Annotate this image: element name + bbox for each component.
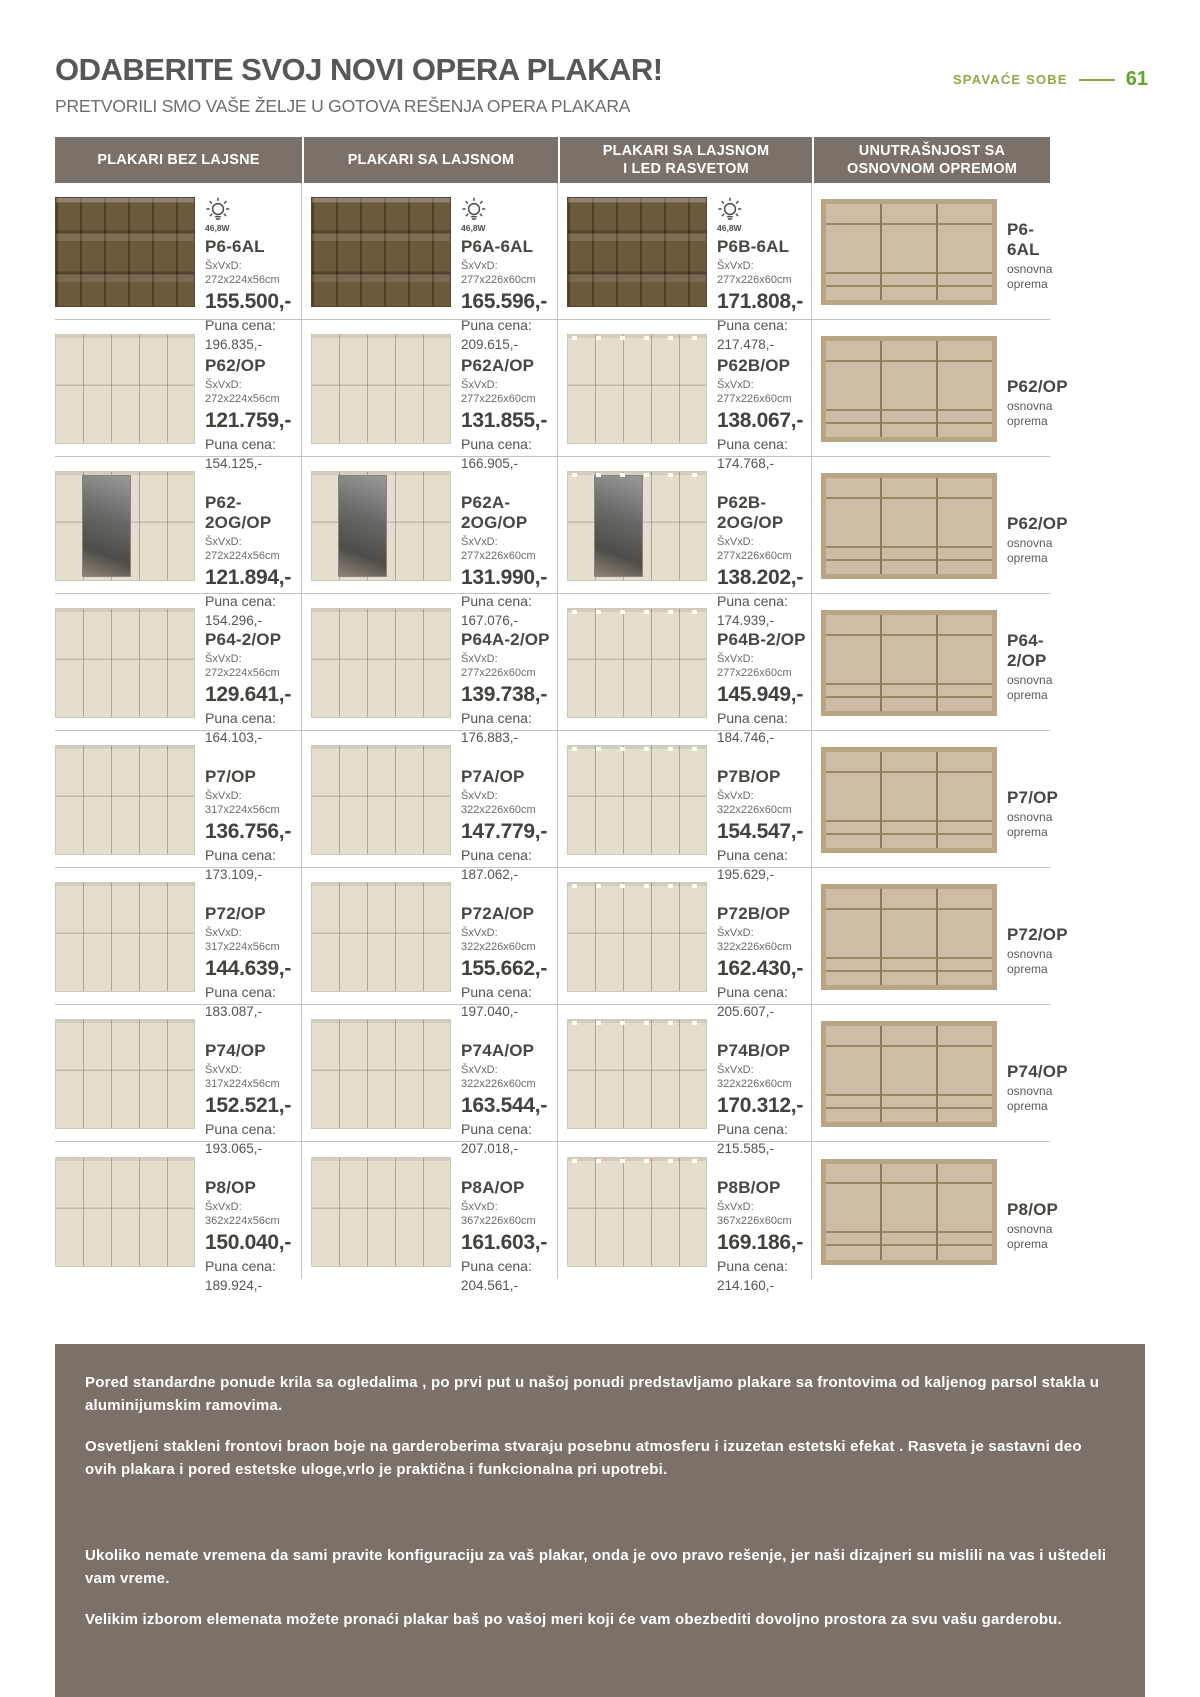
dimensions-label: ŠxVxD: <box>461 379 498 391</box>
mirror-pane <box>338 475 387 577</box>
full-price-value: 154.296,- <box>205 612 263 628</box>
dimensions-label: ŠxVxD: <box>205 927 242 939</box>
product-price: 169.186,- <box>717 1230 804 1254</box>
product-code: P62A/OP <box>461 356 535 375</box>
led-lights-strip <box>572 1159 702 1163</box>
wardrobe-front-image <box>311 1019 451 1129</box>
product-code: P74A/OP <box>461 1041 535 1060</box>
full-price-label: Puna cena: <box>717 592 788 609</box>
wardrobe-interior-image <box>821 884 997 990</box>
wardrobe-interior-image <box>821 747 997 853</box>
dimensions-label: ŠxVxD: <box>461 653 498 665</box>
full-price-value: 197.040,- <box>461 1003 519 1019</box>
product-cell <box>558 594 812 745</box>
product-cell <box>558 183 812 352</box>
full-price-value: 187.062,- <box>461 866 519 882</box>
dimensions-value: 272x224x56cm <box>205 392 280 405</box>
product-cell <box>302 594 558 745</box>
full-price-label: Puna cena: <box>205 983 276 1000</box>
page-title: ODABERITE SVOJ NOVI OPERA PLAKAR! <box>55 52 663 87</box>
product-cell <box>55 594 302 745</box>
footer-paragraph: Pored standardne ponude krila sa ogledalima , po prvi put u našoj ponudi predstavljamo plakare sa frontovima od kaljenog parsol stakla u aluminijumskim ramovima. <box>85 1374 1100 1414</box>
led-lights-strip <box>572 1021 702 1025</box>
wardrobe-front-image <box>55 608 195 718</box>
full-price-value: 184.746,- <box>717 729 775 745</box>
wardrobe-interior-image <box>821 610 997 716</box>
full-price-label: Puna cena: <box>717 1257 788 1274</box>
basic-equipment-note: osnovna oprema <box>1007 535 1053 566</box>
product-price: 155.500,- <box>205 289 292 313</box>
basic-equipment-note: osnovna oprema <box>1007 261 1053 292</box>
product-info <box>707 332 803 471</box>
interior-code: P8/OP <box>1007 1199 1059 1219</box>
product-cell <box>302 1142 558 1293</box>
product-info <box>997 1061 1068 1131</box>
wardrobe-interior-image <box>821 1159 997 1265</box>
product-price: 138.202,- <box>717 565 804 589</box>
product-code: P74/OP <box>205 1041 266 1060</box>
full-price-value: 205.607,- <box>717 1003 775 1019</box>
interior-code: P6-6AL <box>1007 219 1040 259</box>
product-code: P7B/OP <box>717 767 781 786</box>
full-price-label: Puna cena: <box>717 1120 788 1137</box>
interior-cell <box>812 731 1059 868</box>
product-info <box>997 1199 1059 1269</box>
product-price: 150.040,- <box>205 1230 292 1254</box>
product-info <box>195 880 291 1019</box>
basic-equipment-note: osnovna oprema <box>1007 809 1053 840</box>
product-cell <box>302 868 558 1019</box>
wardrobe-front-image <box>567 608 707 718</box>
full-price-label: Puna cena: <box>461 1257 532 1274</box>
product-price: 162.430,- <box>717 956 804 980</box>
product-info <box>195 606 291 745</box>
dimensions-label: ŠxVxD: <box>717 1201 754 1213</box>
wattage-label: 46,8W <box>717 223 742 233</box>
page-top <box>953 68 1148 91</box>
column-header-label: PLAKARI SA LAJSNOM <box>347 151 515 168</box>
product-cell <box>558 320 812 471</box>
full-price-value: 214.160,- <box>717 1277 775 1293</box>
product-code: P62A-2OG/OP <box>461 493 528 532</box>
wardrobe-front-image <box>311 882 451 992</box>
product-cell <box>55 731 302 882</box>
product-price: 131.990,- <box>461 565 548 589</box>
full-price-label: Puna cena: <box>205 435 276 452</box>
product-price: 171.808,- <box>717 289 804 313</box>
dimensions-label: ŠxVxD: <box>461 536 498 548</box>
interior-cell <box>812 594 1053 731</box>
wardrobe-front-image <box>55 1157 195 1267</box>
wardrobe-front-image <box>311 334 451 444</box>
dimensions-value: 317x224x56cm <box>205 1077 280 1090</box>
product-cell <box>55 1142 302 1293</box>
product-info <box>195 332 291 471</box>
product-cell <box>558 731 812 882</box>
product-code: P62B-2OG/OP <box>717 493 784 532</box>
full-price-value: 195.629,- <box>717 866 775 882</box>
product-code: P62B/OP <box>717 356 791 375</box>
wardrobe-front-image <box>311 745 451 855</box>
product-code: P8/OP <box>205 1178 257 1197</box>
product-price: 152.521,- <box>205 1093 292 1117</box>
dimensions-value: 277x226x60cm <box>461 392 536 405</box>
wardrobe-front-image <box>567 1157 707 1267</box>
product-info <box>707 880 803 1019</box>
dimensions-value: 322x226x60cm <box>461 803 536 816</box>
product-info <box>707 1154 803 1293</box>
footer-paragraph: Ukoliko nemate vremena da sami pravite konfiguraciju za vaš plakar, onda je ovo pravo rešenje, jer naši dizajneri su mislili na vas i uštedeli vam vreme. <box>85 1547 1107 1587</box>
wardrobe-front-image <box>55 1019 195 1129</box>
wardrobe-interior-image <box>821 1021 997 1127</box>
product-info <box>451 1154 547 1293</box>
product-code: P7/OP <box>205 767 257 786</box>
product-info <box>451 1017 547 1156</box>
product-cell <box>558 868 812 1019</box>
product-code: P6B-6AL <box>717 237 790 256</box>
basic-equipment-note: osnovna oprema <box>1007 398 1053 429</box>
basic-equipment-note: osnovna oprema <box>1007 946 1053 977</box>
dimensions-value: 277x226x60cm <box>717 549 792 562</box>
product-price: 121.759,- <box>205 408 292 432</box>
dimensions-value: 322x226x60cm <box>461 940 536 953</box>
product-code: P72A/OP <box>461 904 535 923</box>
product-code: P74B/OP <box>717 1041 791 1060</box>
footer-paragraph: Velikim izborom elemenata možete pronaći plakar baš po vašoj meri koji će vam obezbediti dovoljno prostora za svu vašu garderobu. <box>85 1611 1062 1628</box>
full-price-value: 167.076,- <box>461 612 519 628</box>
wardrobe-front-image <box>567 471 707 581</box>
interior-code: P7/OP <box>1007 787 1059 807</box>
column-header-label: UNUTRAŠNJOST SA <box>858 142 1006 159</box>
product-cell <box>558 1005 812 1156</box>
bulb-icon <box>717 197 803 233</box>
product-info <box>195 1154 291 1293</box>
dimensions-label: ŠxVxD: <box>205 536 242 548</box>
dimensions-label: ŠxVxD: <box>461 790 498 802</box>
product-cell <box>55 868 302 1019</box>
full-price-value: 207.018,- <box>461 1140 519 1156</box>
product-cell <box>558 457 812 628</box>
full-price-label: Puna cena: <box>205 1120 276 1137</box>
full-price-value: 154.125,- <box>205 455 263 471</box>
full-price-label: Puna cena: <box>717 709 788 726</box>
full-price-value: 196.835,- <box>205 336 263 352</box>
product-price: 131.855,- <box>461 408 548 432</box>
full-price-value: 174.768,- <box>717 455 775 471</box>
page-number: 61 <box>1125 68 1148 90</box>
product-cell <box>55 183 302 352</box>
mirror-pane <box>594 475 643 577</box>
dimensions-value: 322x226x60cm <box>461 1077 536 1090</box>
wardrobe-front-image <box>311 471 451 581</box>
wardrobe-front-image <box>311 1157 451 1267</box>
product-code: P62/OP <box>205 356 266 375</box>
product-code: P72B/OP <box>717 904 791 923</box>
product-cell <box>558 1142 812 1293</box>
product-price: 138.067,- <box>717 408 804 432</box>
dimensions-value: 277x226x60cm <box>461 273 536 286</box>
product-code: P6-6AL <box>205 237 265 256</box>
full-price-label: Puna cena: <box>461 983 532 1000</box>
dimensions-value: 317x224x56cm <box>205 803 280 816</box>
dimensions-label: ŠxVxD: <box>717 790 754 802</box>
product-price: 121.894,- <box>205 565 292 589</box>
bulb-icon <box>205 197 291 233</box>
product-info <box>997 787 1059 857</box>
dimensions-label: ŠxVxD: <box>717 653 754 665</box>
basic-equipment-note: osnovna oprema <box>1007 1083 1053 1114</box>
product-price: 155.662,- <box>461 956 548 980</box>
dimensions-label: ŠxVxD: <box>461 1201 498 1213</box>
interior-code: P64-2/OP <box>1007 630 1047 670</box>
product-cell <box>302 183 558 352</box>
dimensions-label: ŠxVxD: <box>205 260 242 272</box>
product-price: 154.547,- <box>717 819 804 843</box>
dimensions-label: ŠxVxD: <box>717 927 754 939</box>
basic-equipment-note: osnovna oprema <box>1007 1221 1053 1252</box>
full-price-label: Puna cena: <box>461 1120 532 1137</box>
full-price-value: 174.939,- <box>717 612 775 628</box>
product-cell <box>302 731 558 882</box>
product-code: P7A/OP <box>461 767 525 786</box>
product-code: P6A-6AL <box>461 237 534 256</box>
full-price-value: 189.924,- <box>205 1277 263 1293</box>
dimensions-value: 367x226x60cm <box>461 1214 536 1227</box>
product-code: P64-2/OP <box>205 630 282 649</box>
wardrobe-front-image <box>311 608 451 718</box>
wardrobe-front-image <box>567 745 707 855</box>
dimensions-value: 367x226x60cm <box>717 1214 792 1227</box>
product-info <box>997 376 1068 446</box>
dimensions-label: ŠxVxD: <box>717 536 754 548</box>
wardrobe-front-image <box>567 197 707 307</box>
dimensions-value: 277x226x60cm <box>717 392 792 405</box>
product-cell <box>55 1005 302 1156</box>
full-price-label: Puna cena: <box>205 709 276 726</box>
led-lights-strip <box>572 336 702 340</box>
footer-text-box <box>55 1344 1145 1697</box>
full-price-value: 164.103,- <box>205 729 263 745</box>
interior-cell <box>812 1005 1068 1142</box>
full-price-label: Puna cena: <box>717 435 788 452</box>
wattage-label: 46,8W <box>205 223 230 233</box>
full-price-value: 217.478,- <box>717 336 775 352</box>
product-price: 163.544,- <box>461 1093 548 1117</box>
wardrobe-front-image <box>55 745 195 855</box>
product-code: P8A/OP <box>461 1178 525 1197</box>
product-price: 139.738,- <box>461 682 548 706</box>
product-code: P72/OP <box>205 904 266 923</box>
dimensions-value: 272x224x56cm <box>205 273 280 286</box>
full-price-value: 166.905,- <box>461 455 519 471</box>
full-price-label: Puna cena: <box>205 592 276 609</box>
product-price: 129.641,- <box>205 682 292 706</box>
dimensions-value: 362x224x56cm <box>205 1214 280 1227</box>
dimensions-label: ŠxVxD: <box>717 379 754 391</box>
full-price-label: Puna cena: <box>205 1257 276 1274</box>
full-price-label: Puna cena: <box>461 846 532 863</box>
dimensions-label: ŠxVxD: <box>461 1064 498 1076</box>
dimensions-label: ŠxVxD: <box>205 790 242 802</box>
product-info <box>997 924 1068 994</box>
column-header-label: PLAKARI SA LAJSNOM <box>602 142 770 159</box>
full-price-label: Puna cena: <box>461 435 532 452</box>
dimensions-label: ŠxVxD: <box>717 1064 754 1076</box>
column-header-label: PLAKARI BEZ LAJSNE <box>97 151 260 168</box>
interior-code: P62/OP <box>1007 513 1068 533</box>
product-code: P62-2OG/OP <box>205 493 272 532</box>
product-cell <box>55 320 302 471</box>
full-price-value: 173.109,- <box>205 866 263 882</box>
product-info <box>451 332 547 471</box>
full-price-label: Puna cena: <box>461 709 532 726</box>
product-info <box>997 219 1053 309</box>
full-price-value: 204.561,- <box>461 1277 519 1293</box>
full-price-label: Puna cena: <box>205 846 276 863</box>
product-cell <box>55 457 302 628</box>
wardrobe-front-image <box>55 197 195 307</box>
page-subtitle: PRETVORILI SMO VAŠE ŽELJE U GOTOVA REŠENJA OPERA PLAKARA <box>55 96 631 116</box>
catalog-page <box>0 52 1200 1697</box>
product-info <box>707 743 803 882</box>
product-cell <box>302 320 558 471</box>
product-grid <box>55 183 1068 1293</box>
product-price: 170.312,- <box>717 1093 804 1117</box>
dimensions-value: 272x224x56cm <box>205 666 280 679</box>
interior-code: P74/OP <box>1007 1061 1068 1081</box>
dimensions-value: 322x226x60cm <box>717 803 792 816</box>
wardrobe-front-image <box>567 334 707 444</box>
dimensions-label: ŠxVxD: <box>205 653 242 665</box>
footer-paragraph: Osvetljeni stakleni frontovi braon boje na garderoberima stvaraju posebnu atmosferu i izuzetan estetski efekat . Rasveta je sastavni deo ovih plakara i pored estetske uloge,vrlo je praktična i funkcionalna pri upotrebi. <box>85 1438 1082 1478</box>
column-header-sa-lajsnom <box>302 137 558 183</box>
dimensions-label: ŠxVxD: <box>205 1201 242 1213</box>
full-price-value: 215.585,- <box>717 1140 775 1156</box>
product-price: 144.639,- <box>205 956 292 980</box>
product-info <box>451 880 547 1019</box>
full-price-label: Puna cena: <box>717 316 788 333</box>
dimensions-label: ŠxVxD: <box>205 379 242 391</box>
dimensions-label: ŠxVxD: <box>205 1064 242 1076</box>
dimensions-value: 277x226x60cm <box>461 666 536 679</box>
product-info <box>451 606 550 745</box>
full-price-label: Puna cena: <box>461 592 532 609</box>
wardrobe-front-image <box>55 334 195 444</box>
product-price: 161.603,- <box>461 1230 548 1254</box>
full-price-label: Puna cena: <box>461 316 532 333</box>
product-cell <box>302 1005 558 1156</box>
full-price-value: 209.615,- <box>461 336 519 352</box>
full-price-label: Puna cena: <box>717 983 788 1000</box>
basic-equipment-note: osnovna oprema <box>1007 672 1053 703</box>
mirror-pane <box>82 475 131 577</box>
column-header-bar <box>55 137 1050 183</box>
interior-cell <box>812 183 1053 320</box>
product-info <box>707 1017 803 1156</box>
dimensions-label: ŠxVxD: <box>717 260 754 272</box>
led-lights-strip <box>572 473 702 477</box>
product-info <box>997 630 1053 720</box>
wardrobe-front-image <box>567 1019 707 1129</box>
product-cell <box>302 457 558 628</box>
interior-code: P62/OP <box>1007 376 1068 396</box>
full-price-label: Puna cena: <box>717 846 788 863</box>
interior-cell <box>812 868 1068 1005</box>
dimensions-value: 317x224x56cm <box>205 940 280 953</box>
interior-cell <box>812 457 1068 594</box>
full-price-label: Puna cena: <box>205 316 276 333</box>
wardrobe-interior-image <box>821 473 997 579</box>
wardrobe-interior-image <box>821 336 997 442</box>
product-price: 145.949,- <box>717 682 804 706</box>
wardrobe-interior-image <box>821 199 997 305</box>
wardrobe-front-image <box>55 471 195 581</box>
dimensions-value: 322x226x60cm <box>717 1077 792 1090</box>
product-info <box>195 743 291 882</box>
column-header-led <box>558 137 812 183</box>
dimensions-value: 277x226x60cm <box>717 273 792 286</box>
product-price: 165.596,- <box>461 289 548 313</box>
interior-cell <box>812 1142 1059 1279</box>
product-code: P8B/OP <box>717 1178 781 1197</box>
product-info <box>195 1017 291 1156</box>
dimensions-value: 272x224x56cm <box>205 549 280 562</box>
product-code: P64B-2/OP <box>717 630 806 649</box>
product-info <box>997 513 1068 583</box>
wattage-label: 46,8W <box>461 223 486 233</box>
column-header-label: OSNOVNOM OPREMOM <box>847 161 1017 177</box>
led-lights-strip <box>572 747 702 751</box>
led-lights-strip <box>572 610 702 614</box>
product-info <box>707 606 806 745</box>
column-header-label: I LED RASVETOM <box>623 161 749 177</box>
dimensions-value: 277x226x60cm <box>461 549 536 562</box>
bulb-icon <box>461 197 547 233</box>
dimensions-label: ŠxVxD: <box>461 260 498 272</box>
full-price-value: 193.065,- <box>205 1140 263 1156</box>
wardrobe-front-image <box>311 197 451 307</box>
section-rule <box>1079 79 1115 81</box>
interior-code: P72/OP <box>1007 924 1068 944</box>
wardrobe-front-image <box>567 882 707 992</box>
section-label: SPAVAĆE SOBE <box>952 72 1068 87</box>
column-header-bez-lajsne <box>55 137 302 183</box>
product-info <box>451 743 547 882</box>
dimensions-label: ŠxVxD: <box>461 927 498 939</box>
led-lights-strip <box>572 884 702 888</box>
product-price: 147.779,- <box>461 819 548 843</box>
product-price: 136.756,- <box>205 819 292 843</box>
product-code: P64A-2/OP <box>461 630 550 649</box>
dimensions-value: 322x226x60cm <box>717 940 792 953</box>
dimensions-value: 277x226x60cm <box>717 666 792 679</box>
full-price-value: 176.883,- <box>461 729 519 745</box>
interior-cell <box>812 320 1068 457</box>
wardrobe-front-image <box>55 882 195 992</box>
full-price-value: 183.087,- <box>205 1003 263 1019</box>
column-header-unutrasnjost <box>812 137 1050 183</box>
